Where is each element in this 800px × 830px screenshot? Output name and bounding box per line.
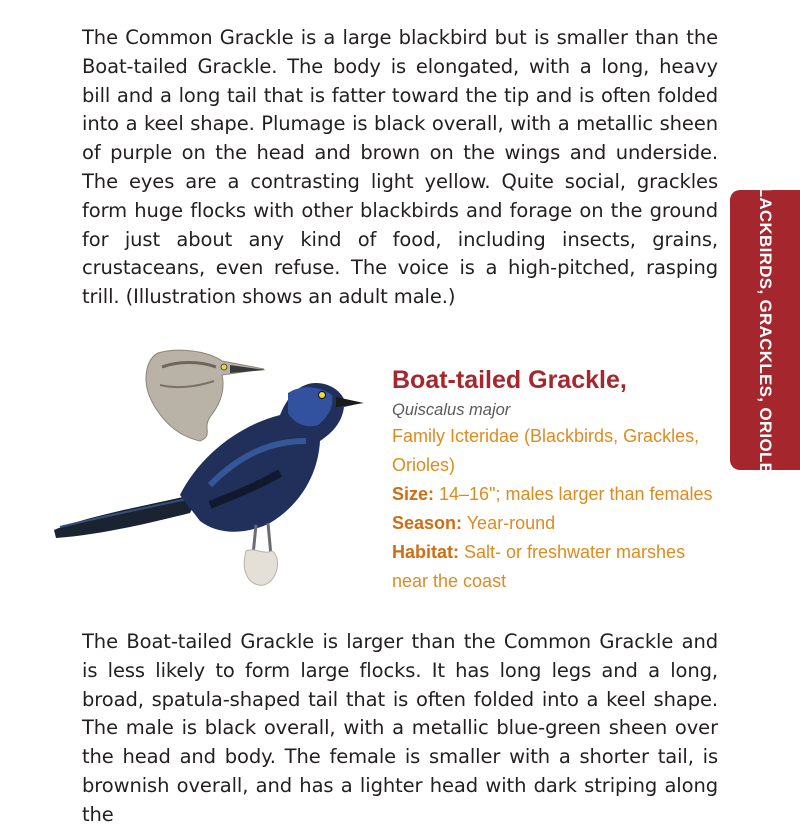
section-tab-label: BLACKBIRDS, GRACKLES, ORIOLES <box>756 174 775 486</box>
boat-tailed-grackle-illustration <box>50 345 380 600</box>
scientific-name: Quiscalus major <box>392 401 511 419</box>
species-info-block <box>392 364 722 596</box>
size-label: Size: <box>392 484 435 504</box>
boat-tailed-grackle-description: The Boat-tailed Grackle is larger than the Common Grackle and is less likely to form large flocks. It has long legs and a long, broad, spatula-shaped tail that is often folded into a keel shape. The male is black overall, with a metallic blue-green sheen over the head and body. The female is smaller with a shorter tail, is brownish overall, and has a lighter head with dark striping along the <box>82 630 718 826</box>
size-value: 14–16"; males larger than females <box>434 484 713 504</box>
species-name: Boat-tailed Grackle, <box>392 366 627 394</box>
size-line <box>392 480 722 509</box>
habitat-value: Salt- or freshwater marshes near the coast <box>392 542 686 591</box>
season-label: Season: <box>392 513 463 533</box>
common-grackle-description: The Common Grackle is a large blackbird but is smaller than the Boat-tailed Grackle. The body is elongated, with a long, heavy bill and a long tail that is fatter toward the tip and is often folded into a keel shape. Plumage is black overall, with a metallic sheen of purple on the head and brown on the wings and underside. The eyes are a contrasting light yellow. Quite social, grackles form huge flocks with other blackbirds and forage on the ground for just about any kind of food, including insects, grains, crustaceans, even refuse. The voice is a high-pitched, rasping trill. (Illustration shows an adult male.) <box>82 26 718 309</box>
season-value: Year-round <box>462 513 556 533</box>
section-tab <box>730 174 800 486</box>
habitat-label: Habitat: <box>392 542 459 562</box>
season-line <box>392 509 722 538</box>
family-line: Family Icteridae (Blackbirds, Grackles, Orioles) <box>392 426 700 475</box>
habitat-line <box>392 538 722 596</box>
